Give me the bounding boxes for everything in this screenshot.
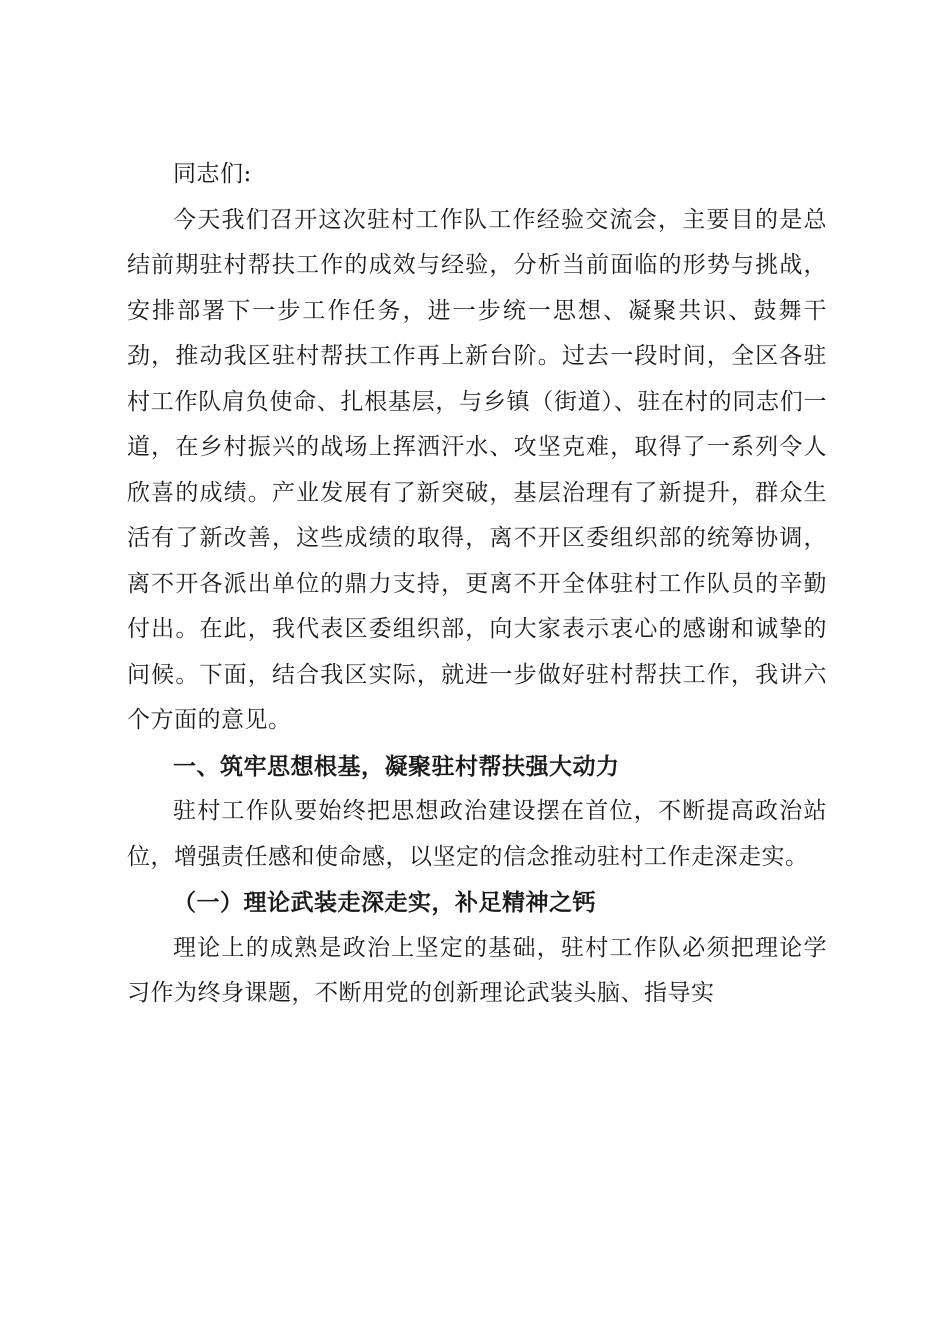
subsection-paragraph-1: 理论上的成熟是政治上坚定的基础，驻村工作队必须把理论学习作为终身课题，不断用党的创新理论武装头脑、指导实 — [127, 934, 827, 1006]
salutation: 同志们: — [173, 161, 252, 187]
section-heading-1: 一、筑牢思想根基，凝聚驻村帮扶强大动力 — [173, 752, 620, 780]
section-paragraph-1: 驻村工作队要始终把思想政治建设摆在首位，不断提高政治站位，增强责任感和使命感，以坚定的信念推动驻村工作走深走实。 — [127, 798, 827, 870]
document-body — [127, 152, 827, 1017]
intro-paragraph: 今天我们召开这次驻村工作队工作经验交流会，主要目的是总结前期驻村帮扶工作的成效与经验，分析当前面临的形势与挑战，安排部署下一步工作任务，进一步统一思想、凝聚共识、鼓舞干劲，推动我区驻村帮扶工作再上新台阶。过去一段时间，全区各驻村工作队肩负使命、扎根基层，与乡镇（街道）、驻在村的同志们一道，在乡村振兴的战场上挥洒汗水、攻坚克难，取得了一系列令人欣喜的成绩。产业发展有了新突破，基层治理有了新提升，群众生活有了新改善，这些成绩的取得，离不开区委组织部的统筹协调，离不开各派出单位的鼎力支持，更离不开全体驻村工作队员的辛勤付出。在此，我代表区委组织部，向大家表示衷心的感谢和诚挚的问候。下面，结合我区实际，就进一步做好驻村帮扶工作，我讲六个方面的意见。 — [127, 206, 827, 733]
subsection-heading-1: （一）理论武装走深走实，补足精神之钙 — [173, 889, 596, 916]
